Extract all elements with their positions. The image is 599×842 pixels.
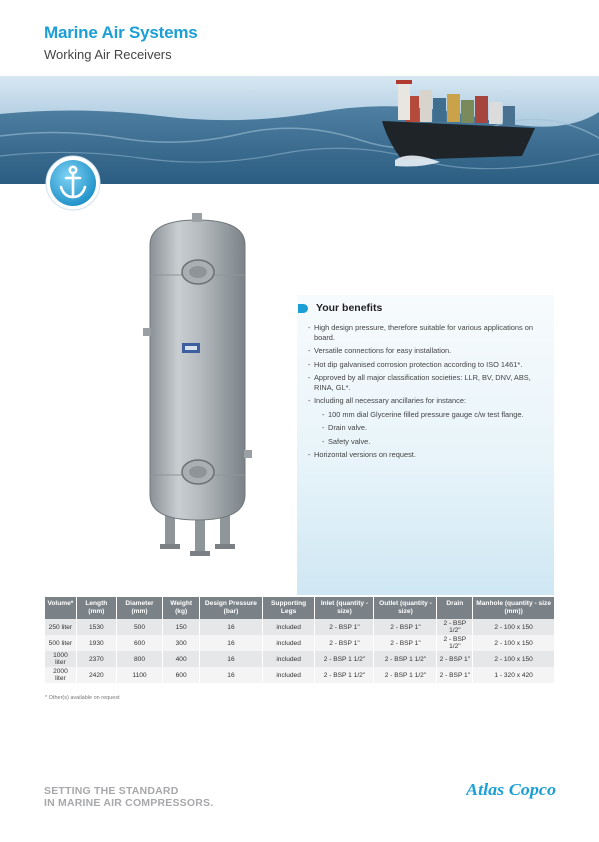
table-cell: 2 - BSP 1 1/2" [374, 667, 437, 683]
column-header: Diameter (mm) [116, 597, 162, 619]
table-cell: included [262, 635, 315, 651]
table-cell: included [262, 651, 315, 667]
logo-text: Atlas Copco [466, 780, 556, 799]
table-cell: 600 [163, 667, 200, 683]
benefit-sub-item: - 100 mm dial Glycerine filled pressure gauge c/w test flange. [322, 410, 540, 420]
column-header: Manhole (quantity - size (mm)) [473, 597, 555, 619]
benefit-item: - Hot dip galvanised corrosion protection according to ISO 1461*. [308, 360, 540, 370]
table-cell: 150 [163, 619, 200, 635]
column-header: Weight (kg) [163, 597, 200, 619]
table-cell: 2 - 100 x 150 [473, 635, 555, 651]
table-cell: 2 - BSP 1" [374, 635, 437, 651]
column-header: Length (mm) [76, 597, 116, 619]
table-cell: 300 [163, 635, 200, 651]
page-subtitle: Working Air Receivers [44, 47, 172, 62]
benefit-item: - Including all necessary ancillaries for instance: [308, 396, 540, 406]
table-cell: 16 [200, 667, 263, 683]
table-header-row [45, 597, 555, 619]
table-cell: 2000 liter [45, 667, 76, 683]
tagline-line-2: IN MARINE AIR COMPRESSORS. [44, 797, 214, 809]
table-cell: 2 - BSP 1" [315, 619, 374, 635]
benefit-item: - Approved by all major classification societies: LLR, BV, DNV, ABS, RINA, GL*. [308, 373, 540, 392]
table-cell: 500 [116, 619, 162, 635]
benefit-item: - Horizontal versions on request. [308, 450, 540, 460]
table-cell: 2 - BSP 1" [374, 619, 437, 635]
table-cell: 2 - BSP 1 1/2" [315, 667, 374, 683]
anchor-icon [45, 155, 101, 211]
tagline-line-1: SETTING THE STANDARD [44, 785, 179, 797]
table-cell: 2 - BSP 1 1/2" [315, 651, 374, 667]
footer-tagline [44, 785, 213, 809]
table-cell: 500 liter [45, 635, 76, 651]
table-footnote: * Other(s) available on request [45, 695, 120, 701]
flag-icon [298, 304, 308, 313]
table-row [45, 651, 555, 667]
table-cell: 2 - BSP 1/2" [437, 635, 473, 651]
specifications-table [45, 597, 555, 683]
benefit-item: - Versatile connections for easy installation. [308, 346, 540, 356]
column-header: Design Pressure (bar) [200, 597, 263, 619]
table-cell: 1530 [76, 619, 116, 635]
table-cell: 600 [116, 635, 162, 651]
table-cell: 800 [116, 651, 162, 667]
anchor-badge [45, 155, 101, 211]
benefits-list [308, 323, 540, 464]
table-cell: 2 - 100 x 150 [473, 619, 555, 635]
benefits-title: Your benefits [316, 302, 383, 314]
table-cell: 2370 [76, 651, 116, 667]
atlas-copco-logo [466, 777, 556, 801]
table-cell: 2 - BSP 1" [437, 651, 473, 667]
table-cell: 2 - 100 x 150 [473, 651, 555, 667]
benefit-sub-item: - Drain valve. [322, 423, 540, 433]
table-cell: 2 - BSP 1/2" [437, 619, 473, 635]
table-cell: 1930 [76, 635, 116, 651]
table-cell: 1 - 320 x 420 [473, 667, 555, 683]
table-cell: 2 - BSP 1" [437, 667, 473, 683]
table-cell: included [262, 667, 315, 683]
table-cell: 1000 liter [45, 651, 76, 667]
table-cell: 2 - BSP 1" [315, 635, 374, 651]
benefit-sub-item: - Safety valve. [322, 437, 540, 447]
column-header: Volume* [45, 597, 76, 619]
table-row [45, 667, 555, 683]
benefit-item: - High design pressure, therefore suitable for various applications on board. [308, 323, 540, 342]
table-cell: 16 [200, 635, 263, 651]
column-header: Outlet (quantity - size) [374, 597, 437, 619]
table-cell: 16 [200, 651, 263, 667]
page-title: Marine Air Systems [44, 23, 198, 42]
table-cell: 2420 [76, 667, 116, 683]
column-header: Drain [437, 597, 473, 619]
column-header: Supporting Legs [262, 597, 315, 619]
table-row [45, 619, 555, 635]
benefits-heading [298, 302, 382, 314]
table-cell: 16 [200, 619, 263, 635]
column-header: Inlet (quantity - size) [315, 597, 374, 619]
table-cell: 400 [163, 651, 200, 667]
table-cell: 250 liter [45, 619, 76, 635]
air-receiver-image [140, 210, 255, 565]
table-cell: 1100 [116, 667, 162, 683]
table-cell: included [262, 619, 315, 635]
table-row [45, 635, 555, 651]
table-cell: 2 - BSP 1 1/2" [374, 651, 437, 667]
